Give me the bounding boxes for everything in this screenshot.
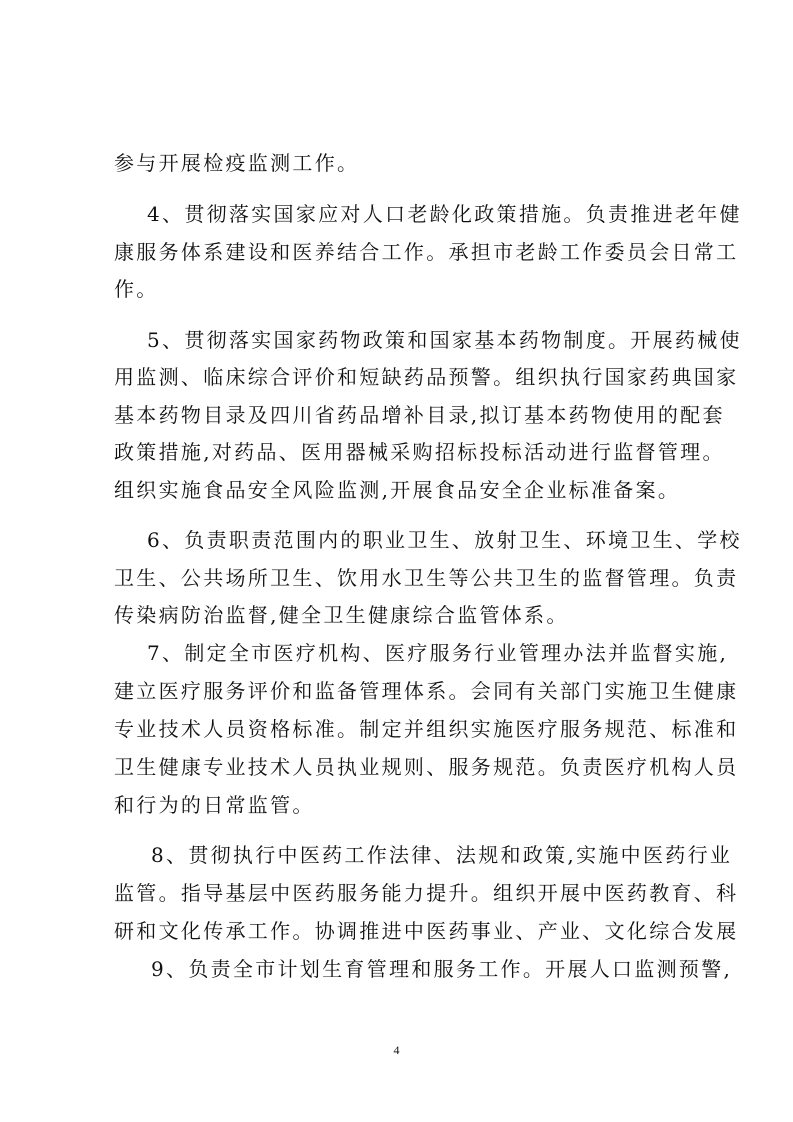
text-line: 6、负责职责范围内的职业卫生、放射卫生、环境卫生、学校: [147, 528, 742, 552]
text-line: 参与开展检疫监测工作。: [114, 151, 360, 175]
text-line: 传染病防治监督,健全卫生健康综合监管体系。: [114, 603, 569, 627]
text-line: 基本药物目录及四川省药品增补目录,拟订基本药物使用的配套: [114, 403, 725, 427]
text-line: 用监测、临床综合评价和短缺药品预警。组织执行国家药典国家: [114, 365, 739, 389]
text-line: 建立医疗服务评价和监备管理体系。会同有关部门实施卫生健康: [114, 679, 739, 703]
text-line: 5、贯彻落实国家药物政策和国家基本药物制度。开展药械使: [147, 328, 742, 352]
text-line: 组织实施食品安全风险监测,开展食品安全企业标准备案。: [114, 478, 681, 502]
text-line: 8、贯彻执行中医药工作法律、法规和政策,实施中医药行业: [151, 843, 733, 867]
text-line: 7、制定全市医疗机构、医疗服务行业管理办法并监督实施,: [147, 641, 729, 665]
text-line: 9、负责全市计划生育管理和服务工作。开展人口监测预警,: [151, 957, 733, 981]
text-line: 专业技术人员资格标准。制定并组织实施医疗服务规范、标准和: [114, 717, 739, 741]
text-line: 和行为的日常监管。: [114, 793, 315, 817]
text-line: 研和文化传承工作。协调推进中医药事业、产业、文化综合发展: [114, 919, 739, 943]
text-line: 4、贯彻落实国家应对人口老龄化政策措施。负责推进老年健: [147, 202, 742, 226]
text-line: 监管。指导基层中医药服务能力提升。组织开展中医药教育、科: [114, 881, 739, 905]
page-number: 4: [393, 1043, 400, 1057]
text-line: 卫生健康专业技术人员执业规则、服务规范。负责医疗机构人员: [114, 755, 739, 779]
text-line: 政策措施,对药品、医用器械采购招标投标活动进行监督管理。: [114, 440, 725, 464]
text-line: 卫生、公共场所卫生、饮用水卫生等公共卫生的监督管理。负责: [114, 566, 739, 590]
text-line: 作。: [114, 277, 159, 301]
text-line: 康服务体系建设和医养结合工作。承担市老龄工作委员会日常工: [114, 240, 739, 264]
